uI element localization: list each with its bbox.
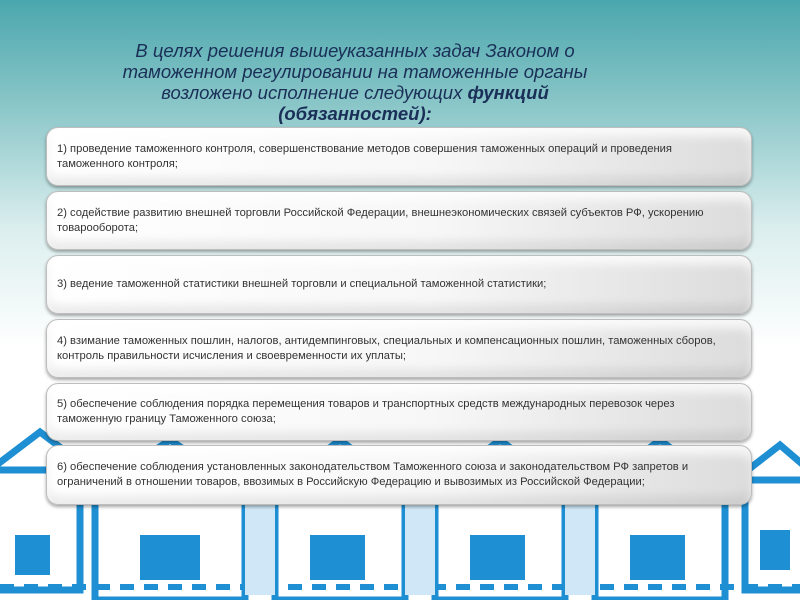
list-item bbox=[46, 383, 752, 441]
list-item-text: 5) обеспечение соблюдения порядка перемещения товаров и транспортных средств международных перевозок через таможенную границу Таможенного союза; bbox=[57, 398, 675, 425]
title-line-4 bbox=[40, 103, 670, 124]
list-item-text: 6) обеспечение соблюдения установленных законодательством Таможенного союза и законодательством РФ запретов и ограничений в отношении товаров, ввозимых в Российскую Федерацию и вывозимых из Российской Федерации; bbox=[57, 461, 689, 488]
list-item bbox=[46, 127, 752, 186]
list-item-text: 1) проведение таможенного контроля, совершенствование методов совершения таможенных операций и проведения таможенного контроля; bbox=[57, 142, 672, 170]
list-item-text: 4) взимание таможенных пошлин, налогов, антидемпинговых, специальных и компенсационных пошлин, таможенных сборов, контроль правильности исчисления и своевременности их уплаты; bbox=[57, 334, 716, 362]
list-item bbox=[46, 255, 752, 314]
list-item bbox=[46, 191, 752, 250]
list-item bbox=[46, 319, 752, 378]
list-item bbox=[46, 445, 752, 505]
title-line-3-prefix: возложено исполнение следующих bbox=[161, 82, 468, 103]
title-keyword-parenthetical: (обязанностей): bbox=[278, 103, 432, 124]
list-item-text: 3) ведение таможенной статистики внешней торговли и специальной таможенной статистики; bbox=[57, 278, 547, 290]
title-line-1: В целях решения вышеуказанных задач Законом о bbox=[135, 40, 575, 61]
slide-title bbox=[40, 40, 670, 124]
title-line-3 bbox=[40, 82, 670, 103]
title-line-2: таможенном регулировании на таможенные органы bbox=[122, 61, 588, 82]
title-keyword: функций bbox=[467, 82, 549, 103]
list-item-text: 2) содействие развитию внешней торговли Российской Федерации, внешнеэкономических связей субъектов РФ, ускорению товарооборота; bbox=[57, 206, 704, 234]
